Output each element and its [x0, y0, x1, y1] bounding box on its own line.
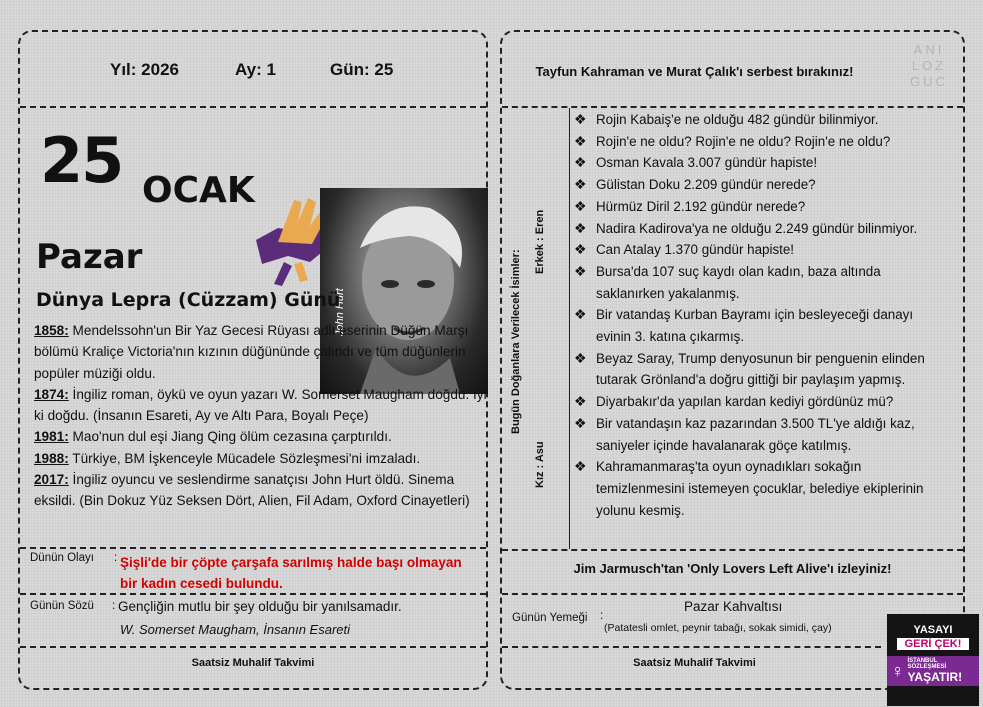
news-text: Can Atalay 1.370 gündür hapiste! [596, 242, 795, 258]
female-symbol-icon: ♀ [891, 660, 905, 681]
event-of-day-line: bir kadın cesedi bulundu. [120, 576, 283, 591]
quote-of-day-label: Günün Sözü [30, 600, 94, 612]
badge-line: YASAYI [913, 624, 953, 636]
news-text: Osman Kavala 3.007 gündür hapiste! [596, 155, 818, 171]
badge-line: YAŞATIR! [907, 670, 963, 684]
meal-detail: (Patatesli omlet, peynir tabağı, sokak simidi, çay) [604, 622, 832, 634]
event-year: 1981: [34, 429, 69, 445]
quote-author: W. Somerset Maugham, İnsanın Esareti [120, 622, 351, 637]
event-text: Mendelssohn'un Bir Yaz Gecesi Rüyası adlı eserinin Düğün Marşı bölümü Kraliçe Victoria'nın kızının düğününde çalındı ve tüm düğünlerin popüler müziği oldu. [34, 323, 469, 381]
event-text: Mao'nun dul eşi Jiang Qing ölüm cezasına çarptırıldı. [68, 429, 392, 445]
event-text: İngiliz roman, öykü ve oyun yazarı W. Somerset Maugham doğdu. İyi ki doğdu. (İnsanın Esareti, Ay ve Altı Para, Boyalı Peçe) [34, 386, 487, 424]
news-text: Rojin Kabaiş'e ne olduğu 482 gündür bilinmiyor. [596, 112, 879, 127]
news-list [570, 109, 950, 521]
divider [502, 646, 881, 648]
news-item [570, 456, 950, 521]
news-item [570, 413, 950, 456]
event-item [34, 448, 490, 469]
logo-line: ANI [913, 42, 945, 57]
event-text: İngiliz oyuncu ve seslendirme sanatçısı John Hurt öldü. Sinema eksildi. (Bin Dokuz Yüz Seksen Dört, Alien, Fil Adam, Oxford Cinayetleri) [34, 472, 470, 509]
news-item [570, 239, 950, 261]
left-calendar-page [18, 30, 488, 690]
event-item [34, 384, 490, 427]
diamond-bullet-icon: ❖ [574, 111, 587, 127]
meal-label: Günün Yemeği [512, 612, 588, 624]
history-events [34, 320, 490, 512]
diamond-bullet-icon: ❖ [574, 241, 587, 258]
news-text: Hürmüz Diril 2.192 gündür nerede? [596, 198, 806, 214]
diamond-bullet-icon: ❖ [574, 197, 587, 214]
news-item [570, 131, 950, 153]
divider [502, 106, 963, 108]
event-year: 2017: [34, 472, 69, 488]
diamond-bullet-icon: ❖ [574, 458, 587, 475]
diamond-bullet-icon: ❖ [574, 262, 587, 279]
news-item [570, 196, 950, 218]
news-text: Beyaz Saray, Trump denyosunun bir penguenin elinden tutarak Grönland'a doğru gittiği bir paylaşım yapmış. [596, 350, 925, 388]
diamond-bullet-icon: ❖ [574, 393, 587, 410]
divider [20, 547, 486, 549]
weekday-name: Pazar [36, 237, 143, 277]
event-year: 1874: [34, 386, 69, 402]
news-text: Kahramanmaraş'ta oyun oynadıkları sokağın temizlenmesini istemeyen çocuklar, belediye ekiplerinin yolunu kesmiş. [596, 459, 924, 518]
news-text: Diyarbakır'da yapılan kardan kediyi gördünüz mü? [596, 394, 894, 410]
badge-footer [887, 656, 979, 686]
names-header: Bugün Doğanlara Verilecek İsimler: [510, 249, 522, 434]
event-year: 1988: [34, 450, 69, 466]
aniloz-logo [902, 42, 956, 90]
logo-line: LOZ [911, 58, 947, 73]
girl-name: Kız : Asu [534, 441, 546, 488]
top-message: Tayfun Kahraman ve Murat Çalık'ı serbest bırakınız! [535, 64, 854, 79]
news-item [570, 109, 950, 131]
diamond-bullet-icon: ❖ [574, 219, 587, 236]
news-text: Bir vatandaşın kaz pazarından 3.500 TL'ye aldığı kaz, saniyeler içinde havalanarak göçe katılmış. [596, 415, 915, 453]
news-text: Bursa'da 107 suç kaydı olan kadın, baza altında saklanırken yakalanmış. [596, 263, 881, 301]
event-of-day-colon: : [114, 552, 118, 564]
diamond-bullet-icon: ❖ [574, 154, 587, 171]
news-item [570, 174, 950, 196]
photo-caption: John Hurt [334, 288, 346, 336]
diamond-bullet-icon: ❖ [574, 414, 587, 431]
badge-line: İSTANBUL SÖZLEŞMESİ [907, 658, 947, 670]
special-day-title: Dünya Lepra (Cüzzam) Günü [36, 289, 341, 311]
film-recommendation: Jim Jarmusch'tan 'Only Lovers Left Alive'ı izleyiniz! [573, 561, 892, 576]
quote-of-day-colon: : [112, 600, 116, 612]
event-text: Türkiye, BM İşkenceyle Mücadele Sözleşmesi'ni imzaladı. [68, 450, 421, 466]
news-item [570, 152, 950, 174]
diamond-bullet-icon: ❖ [574, 306, 587, 323]
news-text: Rojin'e ne oldu? Rojin'e ne oldu? Rojin'e ne oldu? [596, 133, 891, 149]
quote-text: Gençliğin mutlu bir şey olduğu bir yanılsamadır. [118, 599, 402, 614]
diamond-bullet-icon: ❖ [574, 176, 587, 193]
meal-colon: : [600, 610, 604, 622]
news-item [570, 348, 950, 391]
news-text: Gülistan Doku 2.209 gündür nerede? [596, 177, 816, 193]
footer-title: Saatsiz Muhalif Takvimi [191, 657, 315, 669]
divider [20, 106, 486, 108]
news-item [570, 304, 950, 347]
divider [502, 593, 963, 595]
divider [502, 549, 963, 551]
day-number: 25 [40, 124, 123, 197]
meal-name: Pazar Kahvaltısı [684, 599, 783, 614]
diamond-bullet-icon: ❖ [574, 132, 587, 149]
event-item [34, 426, 490, 447]
month-name: OCAK [142, 170, 255, 211]
istanbul-convention-badge [887, 614, 979, 706]
news-text: Nadira Kadirova'ya ne olduğu 2.249 gündür bilinmiyor. [596, 220, 918, 236]
event-of-day-line: Şişli'de bir çöpte çarşafa sarılmış halde başı olmayan [120, 555, 462, 570]
news-item [570, 218, 950, 240]
footer-title: Saatsiz Muhalif Takvimi [633, 657, 756, 669]
boy-name: Erkek : Eren [534, 209, 546, 274]
event-of-day-text [120, 552, 480, 594]
diamond-bullet-icon: ❖ [574, 349, 587, 366]
news-item [570, 391, 950, 413]
month-label: Ay: 1 [235, 60, 276, 79]
news-text: Bir vatandaş Kurban Bayramı için besleyeceği danayı evinin 3. katına çıkarmış. [596, 307, 914, 345]
news-item [570, 261, 950, 304]
badge-line: GERİ ÇEK! [897, 638, 969, 650]
event-year: 1858: [34, 323, 69, 338]
divider [20, 646, 486, 648]
event-item [34, 469, 490, 512]
logo-line: GUC [910, 74, 948, 89]
event-of-day-label: Dünün Olayı [30, 552, 94, 564]
event-item [34, 320, 490, 384]
right-calendar-page [500, 30, 965, 690]
divider [20, 593, 486, 595]
day-label: Gün: 25 [330, 60, 394, 79]
year-label: Yıl: 2026 [110, 60, 179, 79]
